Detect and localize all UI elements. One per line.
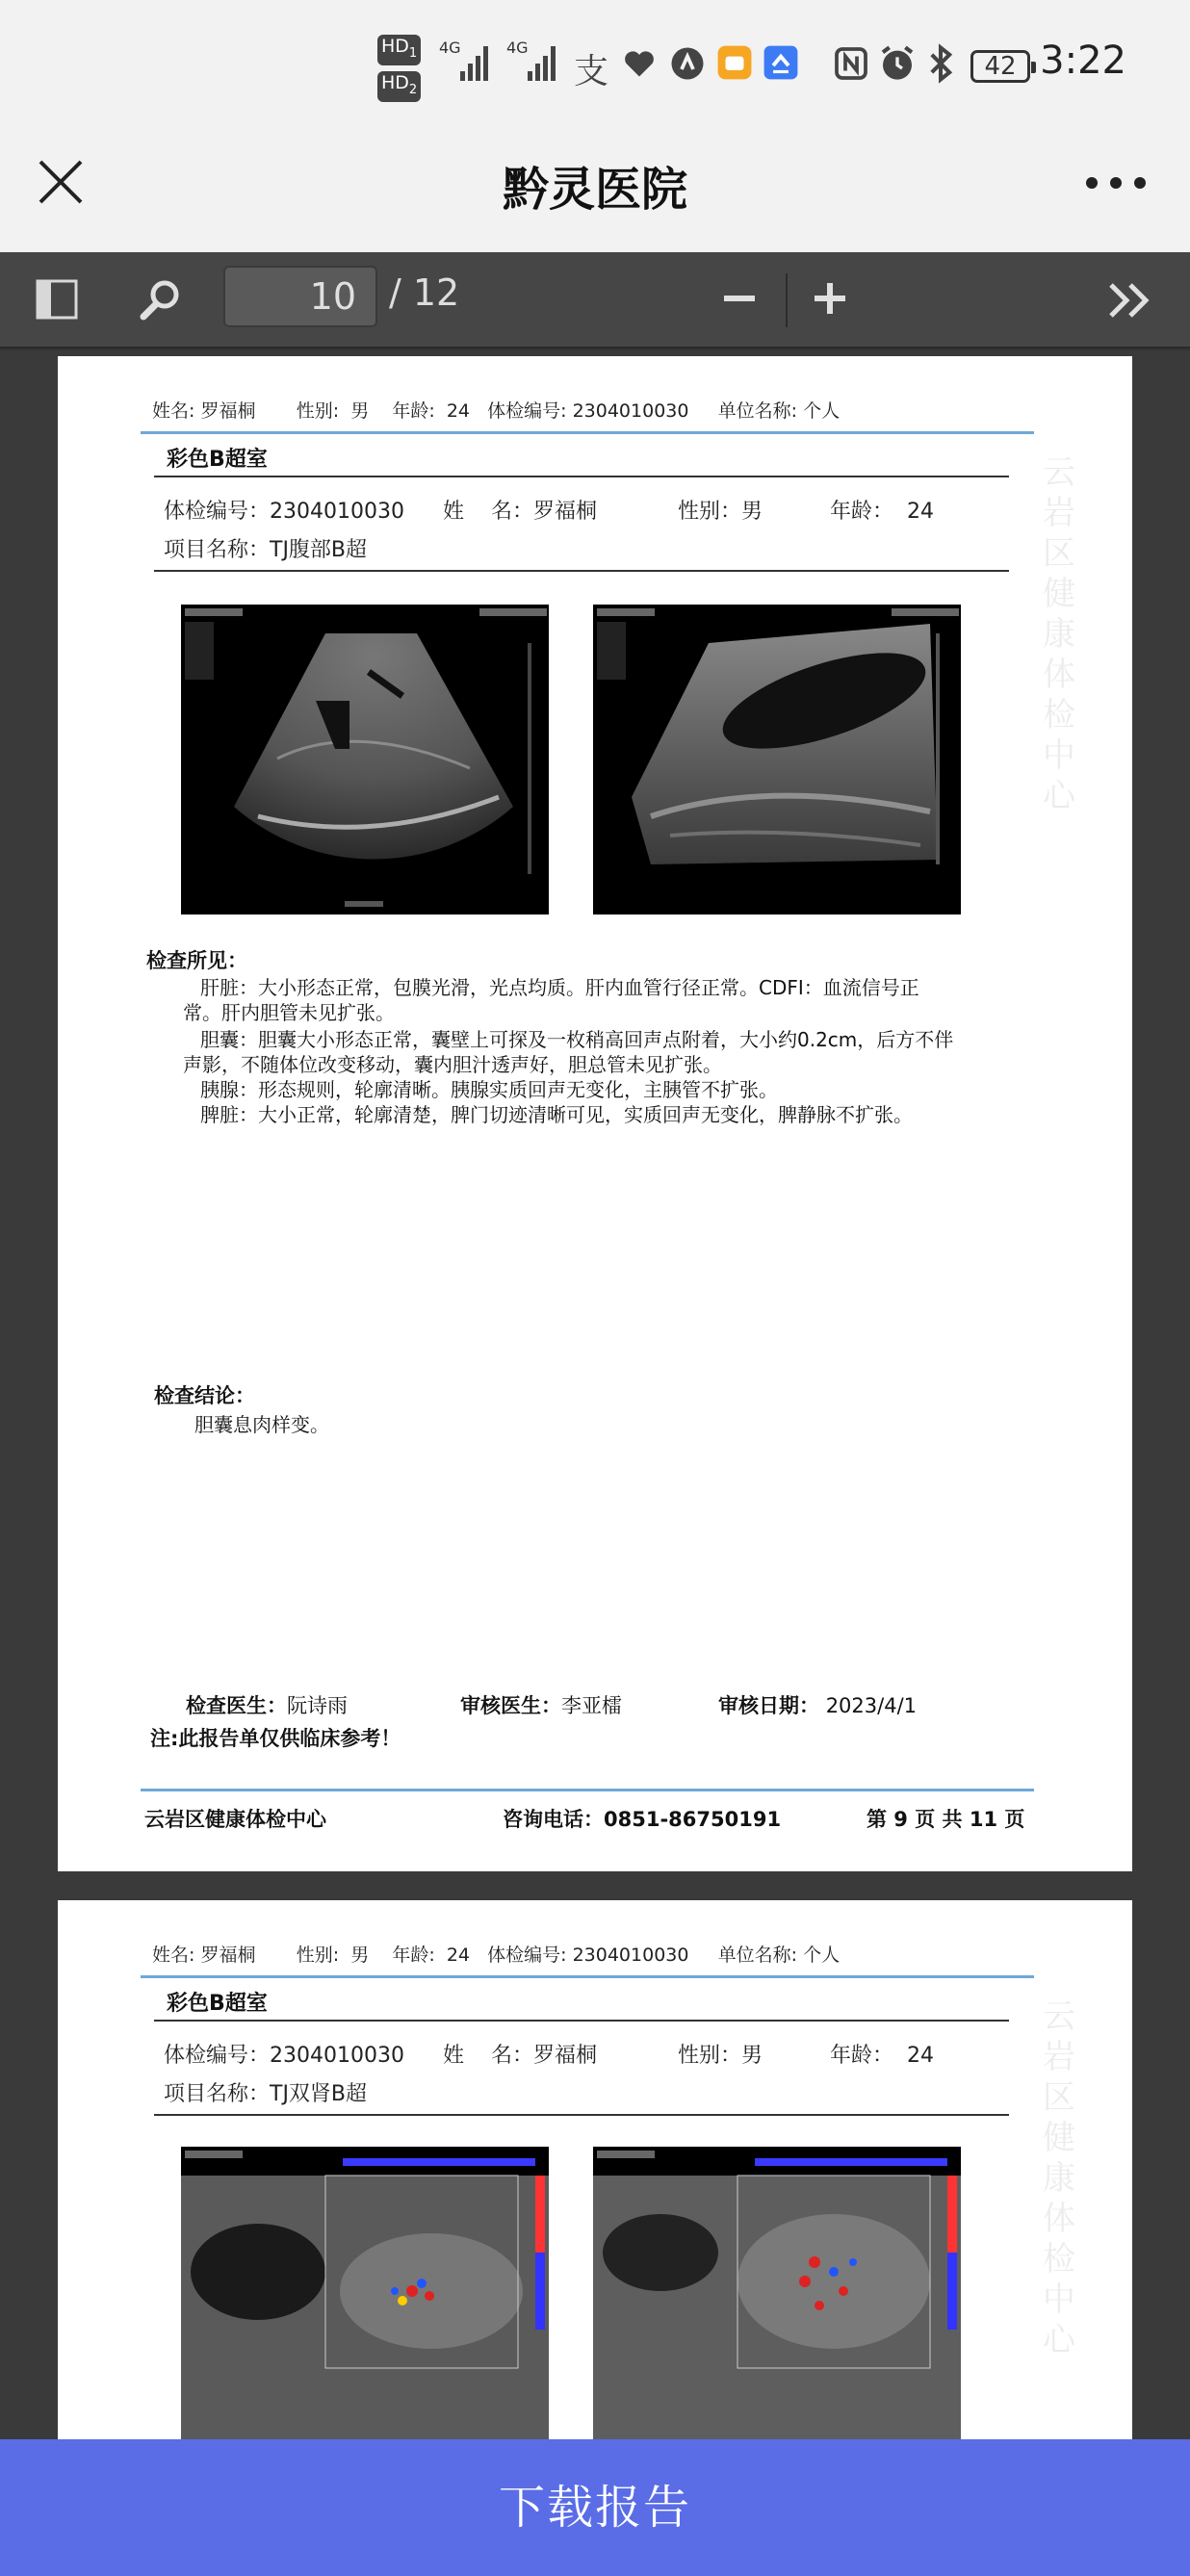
findings-line: 脾脏：大小正常，轮廓清楚，脾门切迹清晰可见，实质回声无变化，脾静脉不扩张。 (200, 1103, 913, 1126)
page-total: / 12 (389, 271, 460, 314)
conclusion-text: 胆囊息肉样变。 (194, 1413, 329, 1436)
pdf-page (58, 356, 1132, 1871)
ultrasound-image-liver (181, 605, 549, 914)
footer-phone: 咨询电话：0851-86750191 (503, 1808, 782, 1831)
more-dot-icon (1110, 177, 1122, 189)
network-type-2: 4G (506, 39, 529, 57)
notes-app-icon (716, 44, 753, 85)
toolbar-divider (786, 273, 788, 327)
patient-name: 姓 名：罗福桐 (443, 500, 597, 524)
browser-app-icon (763, 44, 799, 85)
section-title: 彩色B超室 (167, 1992, 268, 2016)
review-date: 审核日期： 2023/4/1 (718, 1694, 918, 1717)
exam-number: 体检编号：2304010030 (164, 500, 404, 524)
patient-header: 姓名: 罗福桐 性别: 男 年龄: 24 体检编号: 2304010030 单位名称: 个人 (152, 400, 841, 422)
zoom-in-button[interactable] (811, 279, 849, 322)
search-icon (139, 277, 183, 322)
pdf-viewer[interactable] (0, 350, 1190, 2439)
findings-line: 胰腺：形态规则，轮廓清晰。胰腺实质回声无变化，主胰管不扩张。 (200, 1078, 778, 1101)
findings-line: 肝脏：大小形态正常，包膜光滑，光点均质。肝内血管行径正常。CDFI：血流信号正 (200, 976, 919, 999)
nfc-icon (834, 46, 868, 85)
pdf-page (58, 1900, 1132, 2439)
battery-icon: 42 (970, 50, 1030, 83)
more-tools-button[interactable] (1107, 279, 1153, 325)
hd1-badge: $HD_1$ (377, 35, 421, 65)
alarm-icon (878, 44, 917, 87)
page-number-input[interactable]: 10 (223, 266, 377, 327)
section-title: 彩色B超室 (167, 448, 268, 472)
ultrasound-image-kidney-left (181, 2147, 549, 2439)
header-divider (141, 431, 1034, 434)
exam-number: 体检编号：2304010030 (164, 2044, 404, 2068)
findings-title: 检查所见： (146, 949, 247, 972)
info-divider (154, 2114, 1009, 2116)
findings-line: 常。肝内胆管未见扩张。 (183, 1001, 395, 1024)
patient-sex: 性别：男 (678, 2044, 763, 2068)
signal-2-icon (506, 39, 564, 89)
sidebar-icon (35, 277, 79, 322)
footer-organization: 云岩区健康体检中心 (144, 1808, 326, 1831)
search-button[interactable] (139, 277, 183, 325)
ultrasound-image-kidney-right (593, 2147, 961, 2439)
app-icon (670, 46, 705, 85)
patient-age: 年龄： 24 (830, 500, 934, 524)
network-type-1: 4G (439, 39, 461, 57)
heart-icon (622, 46, 657, 85)
bluetooth-icon (926, 42, 955, 89)
sidebar-toggle-button[interactable] (35, 277, 79, 325)
clock: 3:22 (1040, 39, 1126, 83)
footer-page-number: 第 9 页 共 11 页 (867, 1808, 1025, 1831)
examining-doctor: 检查医生：阮诗雨 (186, 1694, 348, 1717)
more-options-button[interactable] (1082, 171, 1150, 194)
footer-divider (141, 1789, 1034, 1791)
patient-sex: 性别：男 (678, 500, 763, 524)
header-divider (141, 1975, 1034, 1978)
findings-line: 声影，不随体位改变移动，囊内胆汁透声好，胆总管未见扩张。 (183, 1053, 722, 1076)
more-dot-icon (1134, 177, 1146, 189)
item-name: 项目名称：TJ腹部B超 (164, 538, 368, 562)
download-report-button[interactable]: 下载报告 (0, 2439, 1190, 2576)
conclusion-title: 检查结论： (154, 1384, 255, 1407)
info-divider (154, 570, 1009, 572)
watermark: 云 岩 区 健 康 体 检 中 心 (1043, 1997, 1075, 2359)
reviewing-doctor: 审核医生：李亚檑 (460, 1694, 622, 1717)
disclaimer-note: 注:此报告单仅供临床参考！ (150, 1727, 401, 1750)
minus-icon (720, 279, 759, 318)
section-divider (154, 476, 1009, 477)
status-bar (0, 0, 1190, 131)
findings-line: 胆囊：胆囊大小形态正常，囊壁上可探及一枚稍高回声点附着，大小约0.2cm，后方不伴 (200, 1028, 954, 1051)
patient-name: 姓 名：罗福桐 (443, 2044, 597, 2068)
plus-icon (811, 279, 849, 318)
double-chevron-right-icon (1107, 279, 1153, 322)
page-title: 黔灵医院 (502, 163, 687, 217)
watermark: 云 岩 区 健 康 体 检 中 心 (1043, 453, 1075, 815)
item-name: 项目名称：TJ双肾B超 (164, 2082, 368, 2106)
patient-age: 年龄： 24 (830, 2044, 934, 2068)
title-bar (0, 131, 1190, 252)
hd2-badge: $HD_2$ (377, 71, 421, 102)
patient-header: 姓名: 罗福桐 性别: 男 年龄: 24 体检编号: 2304010030 单位名称: 个人 (152, 1945, 841, 1966)
ultrasound-image-gallbladder (593, 605, 961, 914)
pdf-toolbar (0, 252, 1190, 348)
more-dot-icon (1086, 177, 1098, 189)
signal-1-icon (439, 39, 497, 89)
section-divider (154, 2020, 1009, 2022)
zoom-out-button[interactable] (720, 279, 759, 322)
alipay-icon: 支 (574, 52, 609, 91)
